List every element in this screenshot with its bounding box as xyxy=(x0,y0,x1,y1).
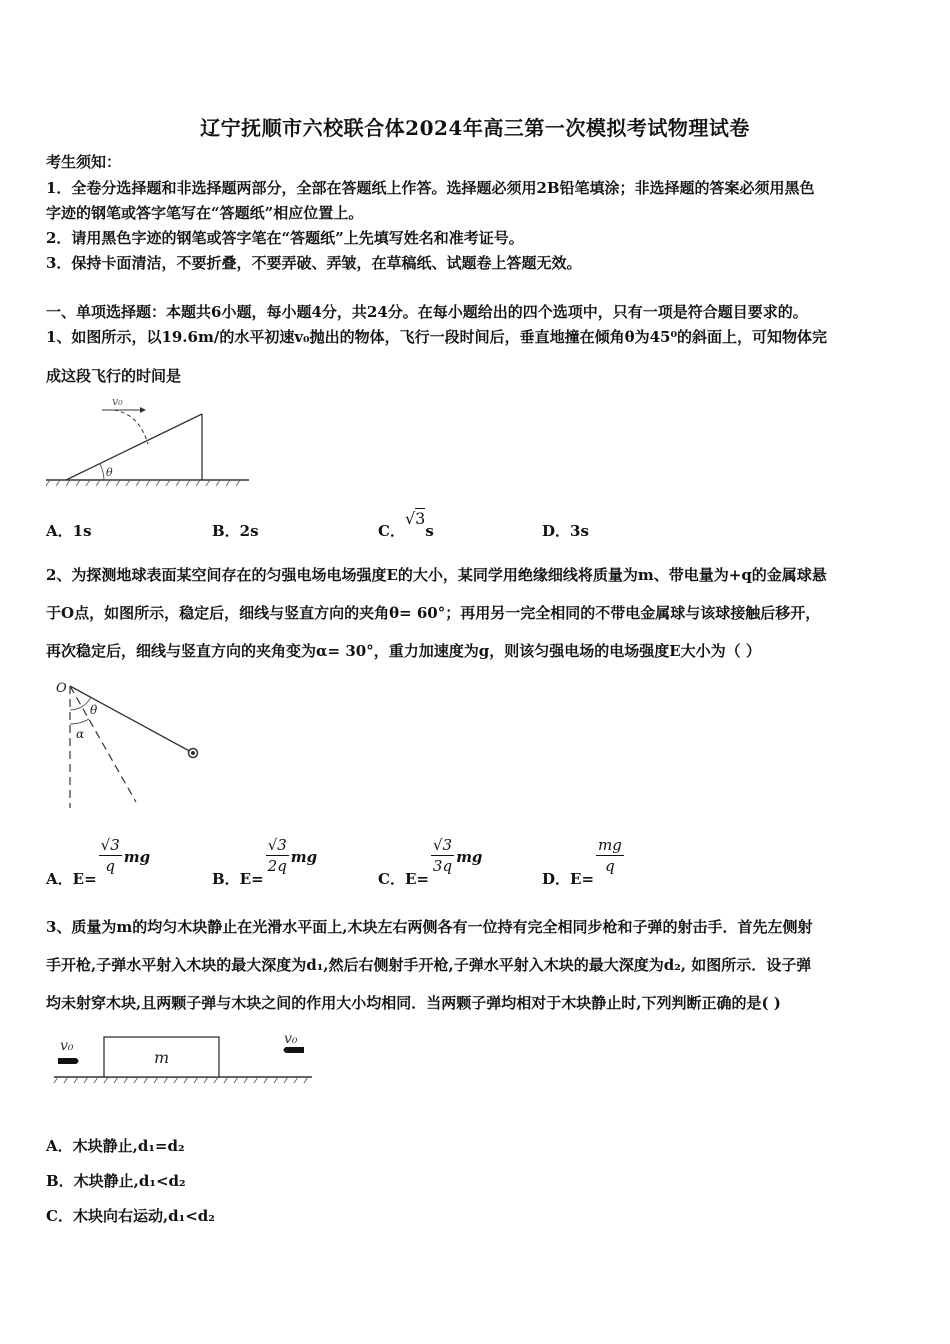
q1-text-line2: 成这段飞行的时间是 xyxy=(46,367,182,385)
q3-option-a[interactable]: A．木块静止,d₁=d₂ xyxy=(46,1137,185,1155)
q2-text-line1: 2、为探测地球表面某空间存在的匀强电场电场强度E的大小，某同学用绝缘细线将质量为m、带电量为+q的金属球悬 xyxy=(46,566,827,584)
notice-item-1-cont: 字迹的钢笔或答字笔写在“答题纸”相应位置上。 xyxy=(46,204,364,222)
q2-text-line2: 于O点，如图所示，稳定后，细线与竖直方向的夹角θ= 60°；再用另一完全相同的不带电金属球与该球接触后移开， xyxy=(46,604,821,622)
notice-heading: 考生须知： xyxy=(46,153,122,171)
q2-option-c[interactable] xyxy=(378,835,483,888)
q3-right-v0-label: v₀ xyxy=(284,1031,298,1047)
page-title: 辽宁抚顺市六校联合体2024年高三第一次模拟考试物理试卷 xyxy=(200,116,750,140)
q2-option-a-label: A．E= xyxy=(46,869,97,888)
q3-option-c[interactable]: C．木块向右运动,d₁<d₂ xyxy=(46,1207,215,1225)
q3-text-line3: 均未射穿木块,且两颗子弹与木块之间的作用大小均相同．当两颗子弹均相对于木块静止时,下列判断正确的是( ) xyxy=(46,994,781,1012)
notice-item-3: 3．保持卡面清洁，不要折叠，不要弄破、弄皱，在草稿纸、试题卷上答题无效。 xyxy=(46,254,582,272)
notice-item-1: 1．全卷分选择题和非选择题两部分，全部在答题纸上作答。选择题必须用2B铅笔填涂；非选择题的答案必须用黑色 xyxy=(46,179,815,197)
q1-option-c-label: C． xyxy=(378,522,405,540)
q2-option-a-fraction xyxy=(99,835,122,876)
q3-left-v0-label: v₀ xyxy=(60,1038,74,1054)
q2-option-d[interactable] xyxy=(542,835,626,888)
q2-o-label: O xyxy=(56,681,67,696)
q2-option-d-numerator: mg xyxy=(598,836,622,854)
q2-option-d-denominator: q xyxy=(605,857,615,875)
q1-option-a[interactable]: A．1s xyxy=(46,522,92,540)
q2-option-a[interactable] xyxy=(46,835,151,888)
q2-option-c-fraction xyxy=(431,835,454,876)
sqrt-symbol-icon: √ xyxy=(404,509,416,528)
q1-option-d[interactable]: D．3s xyxy=(542,522,589,540)
q3-text-line1: 3、质量为m的均匀木块静止在光滑水平面上,木块左右两侧各有一位持有完全相同步枪和子弹的射击手．首先左侧射 xyxy=(46,918,813,936)
q3-left-bullet xyxy=(58,1058,79,1064)
q1-theta-label: θ xyxy=(106,466,113,479)
q2-option-a-tail: mg xyxy=(123,847,151,866)
q2-option-a-denominator: q xyxy=(105,857,115,875)
notice-item-2: 2．请用黑色字迹的钢笔或答字笔在“答题纸”上先填写姓名和准考证号。 xyxy=(46,229,524,247)
q2-option-b-numerator: √3 xyxy=(267,836,287,854)
q2-theta-label: θ xyxy=(90,703,98,717)
q2-option-b-label: B．E= xyxy=(212,869,264,888)
q1-option-c-unit: s xyxy=(425,522,434,540)
q1-v0-label: v₀ xyxy=(112,395,123,408)
q1-text-line1: 1、如图所示，以19.6m/的水平初速v₀抛出的物体，飞行一段时间后，垂直地撞在倾角θ为45⁰的斜面上，可知物体完 xyxy=(46,328,828,346)
q2-option-c-label: C．E= xyxy=(378,869,429,888)
q2-option-b[interactable] xyxy=(212,835,318,888)
q3-mass-label: m xyxy=(154,1048,170,1067)
q3-right-bullet xyxy=(284,1047,305,1053)
q3-block-figure xyxy=(50,1030,320,1090)
q2-option-d-fraction xyxy=(596,835,624,876)
q3-option-b[interactable]: B．木块静止,d₁<d₂ xyxy=(46,1172,186,1190)
q1-incline-figure xyxy=(44,392,254,492)
q2-alpha-label: α xyxy=(76,727,85,741)
q2-option-b-tail: mg xyxy=(290,847,318,866)
q2-option-c-numerator: √3 xyxy=(432,836,453,854)
q2-option-a-numerator: √3 xyxy=(100,836,120,854)
q2-option-c-tail: mg xyxy=(456,847,483,866)
q2-option-c-denominator: 3q xyxy=(432,857,453,875)
q2-option-b-fraction xyxy=(266,835,289,876)
q1-option-c-root: 3 xyxy=(415,509,426,528)
section-heading: 一、单项选择题：本题共6小题，每小题4分，共24分。在每小题给出的四个选项中，只有一项是符合题目要求的。 xyxy=(46,303,808,321)
q1-option-c[interactable] xyxy=(378,508,434,540)
q3-text-line2: 手开枪,子弹水平射入木块的最大深度为d₁,然后右侧射手开枪,子弹水平射入木块的最大深度为d₂, 如图所示．设子弹 xyxy=(46,956,812,974)
q1-option-b[interactable]: B．2s xyxy=(212,522,259,540)
q2-option-b-denominator: 2q xyxy=(267,857,287,875)
q2-option-d-label: D．E= xyxy=(542,869,595,888)
q2-pendulum-figure xyxy=(50,676,210,816)
q2-text-line3: 再次稳定后，细线与竖直方向的夹角变为α= 30°，重力加速度为g，则该匀强电场的电场强度E大小为（ ） xyxy=(46,642,761,660)
